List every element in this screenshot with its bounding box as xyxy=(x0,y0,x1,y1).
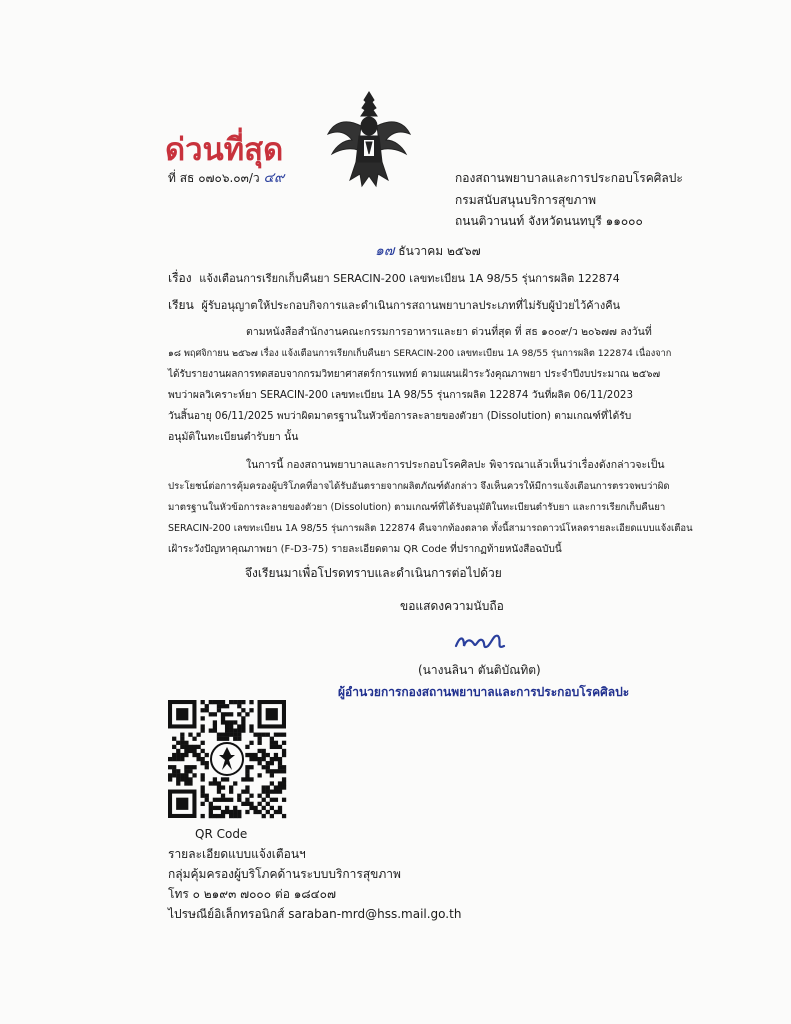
paragraph-2 xyxy=(168,455,693,560)
paragraph-1-line: ตามหนังสือสำนักงานคณะกรรมการอาหารและยา ด่วนที่สุด ที่ สธ ๑๐๐๙/ว ๒๐๖๗๗ ลงวันที่ xyxy=(246,326,652,338)
date-month-year: ธันวาคม ๒๕๖๗ xyxy=(398,244,481,258)
closing-request: จึงเรียนมาเพื่อโปรดทราบและดำเนินการต่อไปด้วย xyxy=(245,566,502,580)
subject-line xyxy=(168,270,620,287)
paragraph-2-line: ประโยชน์ต่อการคุ้มครองผู้บริโภคที่อาจได้รับอันตรายจากผลิตภัณฑ์ดังกล่าว จึงเห็นควรให้มีการแจ้งเตือนการตรวจพบว่าผิด xyxy=(168,481,670,492)
doc-number xyxy=(168,170,284,186)
signatory-name: (นางนลินา ตันติบัณทิต) xyxy=(418,663,541,677)
footer-line-4: ไปรษณีย์อิเล็กทรอนิกส์ saraban-mrd@hss.mail.go.th xyxy=(168,907,462,921)
recipient-label: เรียน xyxy=(168,298,194,312)
paragraph-1-line: วันสิ้นอายุ 06/11/2025 พบว่าผิดมาตรฐานในหัวข้อการละลายของตัวยา (Dissolution) ตามเกณฑ์ที่ได้รับ xyxy=(168,411,632,422)
signatory-title: ผู้อำนวยการกองสถานพยาบาลและการประกอบโรคศิลปะ xyxy=(338,685,630,699)
paragraph-2-line: เฝ้าระวังปัญหาคุณภาพยา (F-D3-75) รายละเอียดตาม QR Code ที่ปรากฏท้ายหนังสือฉบับนี้ xyxy=(168,544,562,555)
subject-text: แจ้งเตือนการเรียกเก็บคืนยา SERACIN-200 เลขทะเบียน 1A 98/55 รุ่นการผลิต 122874 xyxy=(199,272,620,285)
subject-label: เรื่อง xyxy=(168,271,192,285)
sender-line-1: กองสถานพยาบาลและการประกอบโรคศิลปะ xyxy=(455,171,683,185)
garuda-emblem-icon xyxy=(326,88,412,192)
sender-line-3: ถนนติวานนท์ จังหวัดนนทบุรี ๑๑๐๐๐ xyxy=(455,214,643,228)
closing-phrase: ขอแสดงความนับถือ xyxy=(400,599,504,613)
footer-line-1: รายละเอียดแบบแจ้งเตือนฯ xyxy=(168,847,306,861)
paragraph-1 xyxy=(168,322,672,448)
doc-number-label: ที่ สธ ๐๗๐๖.๐๓/ว xyxy=(168,171,260,185)
qr-caption: QR Code xyxy=(195,827,248,841)
paragraph-1-line: พบว่าผลวิเคราะห์ยา SERACIN-200 เลขทะเบียน 1A 98/55 รุ่นการผลิต 122874 วันที่ผลิต 06/11/2023 xyxy=(168,389,634,401)
recipient-line xyxy=(168,297,620,314)
handwritten-signature-icon xyxy=(452,628,512,656)
urgency-heading: ด่วนที่สุด xyxy=(165,132,284,168)
letter-date xyxy=(375,243,481,259)
paragraph-2-line: มาตรฐานในหัวข้อการละลายของตัวยา (Dissolution) ตามเกณฑ์ที่ได้รับอนุมัติในทะเบียนตำรับยา และการเรียกเก็บคืนยา xyxy=(168,502,666,513)
paragraph-1-line: อนุมัติในทะเบียนตำรับยา นั้น xyxy=(168,431,299,443)
paragraph-1-line: ได้รับรายงานผลการทดสอบจากกรมวิทยาศาสตร์การแพทย์ ตามแผนเฝ้าระวังคุณภาพยา ประจำปีงบประมาณ ๒๕๖๗ xyxy=(168,369,661,380)
footer-line-2: กลุ่มคุ้มครองผู้บริโภคด้านระบบบริการสุขภาพ xyxy=(168,867,401,881)
footer-line-3: โทร ๐ ๒๑๙๓ ๗๐๐๐ ต่อ ๑๘๔๐๗ xyxy=(168,887,337,901)
sender-line-2: กรมสนับสนุนบริการสุขภาพ xyxy=(455,193,597,207)
paragraph-2-line: SERACIN-200 เลขทะเบียน 1A 98/55 รุ่นการผลิต 122874 คืนจากท้องตลาด ทั้งนี้สามารถดาวน์โหลดรายละเอียดแบบแจ้งเตือน xyxy=(168,523,693,534)
doc-number-handwritten: ๔๙ xyxy=(263,170,285,186)
date-day-handwritten: ๑๗ xyxy=(375,243,395,259)
recipient-text: ผู้รับอนุญาตให้ประกอบกิจการและดำเนินการสถานพยาบาลประเภทที่ไม่รับผู้ป่วยไว้ค้างคืน xyxy=(201,299,621,312)
paragraph-1-line: ๑๘ พฤศจิกายน ๒๕๖๗ เรื่อง แจ้งเตือนการเรียกเก็บคืนยา SERACIN-200 เลขทะเบียน 1A 98/55 รุ่นการผลิต 122874 เนื่องจาก xyxy=(168,348,672,359)
paragraph-2-line: ในการนี้ กองสถานพยาบาลและการประกอบโรคศิลปะ พิจารณาแล้วเห็นว่าเรื่องดังกล่าวจะเป็น xyxy=(246,459,665,471)
qr-code-icon[interactable] xyxy=(168,700,286,818)
